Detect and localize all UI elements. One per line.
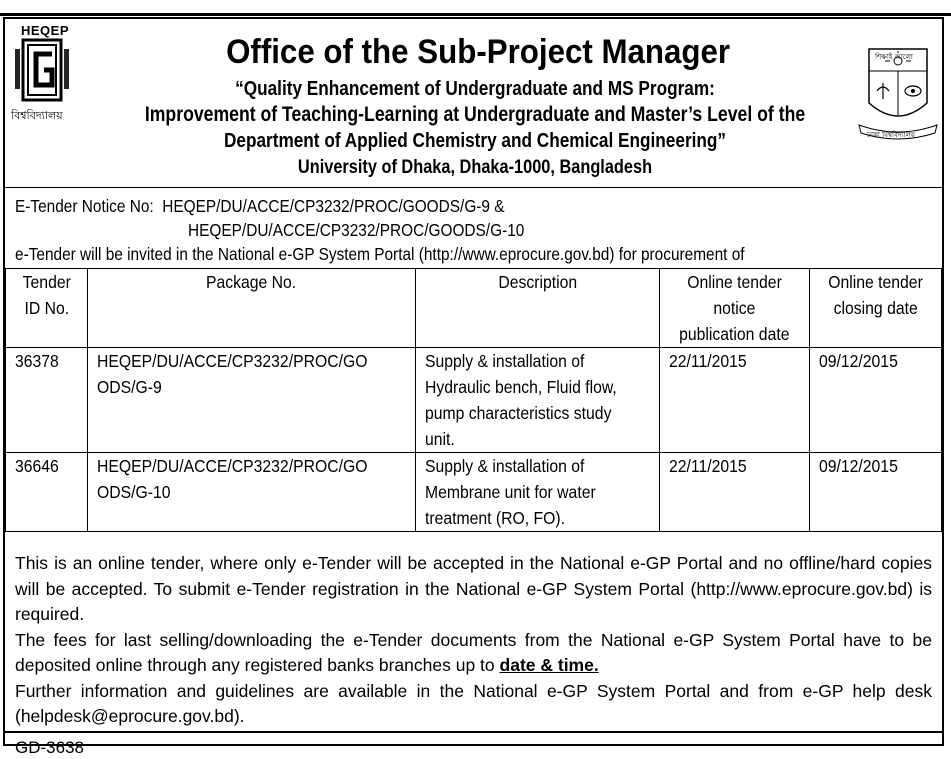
header-tender-id: Tender ID No. bbox=[6, 269, 88, 348]
seal-motto: শিক্ষাই আলো bbox=[875, 53, 913, 61]
cell-description: Supply & installation of Hydraulic bench, Fluid flow, pump characteristics study unit. bbox=[416, 348, 660, 453]
body-paragraph-helpdesk: Further information and guidelines are available in the National e-GP System Portal and from e-GP help desk (helpdesk@eprocure.gov.bd). bbox=[15, 680, 932, 726]
heqep-bengali-text: বিশ্ববিদ্যালয় bbox=[11, 109, 63, 122]
subtitle-improvement: Improvement of Teaching-Learning at Undergraduate and Master’s Level of the bbox=[144, 103, 806, 126]
footer-code: GD-3638 bbox=[15, 738, 84, 757]
cell-publication-date: 22/11/2015 bbox=[659, 453, 809, 532]
body-text bbox=[15, 551, 932, 730]
heqep-brand: HEQEP bbox=[21, 23, 70, 38]
fees-text: The fees for last selling/downloading the e-Tender documents from the National e-GP System Portal have to be deposited online through any registered banks branches up to bbox=[15, 629, 932, 675]
seal-name: ঢাকা বিশ্ববিদ্যালয় bbox=[867, 131, 916, 139]
notice-frame bbox=[3, 17, 944, 757]
cell-tender-id: 36378 bbox=[6, 348, 88, 453]
cell-tender-id: 36646 bbox=[6, 453, 88, 532]
page-title: Office of the Sub-Project Manager bbox=[226, 33, 731, 71]
header-package: Package No. bbox=[87, 269, 415, 348]
notice-invite-text: e-Tender will be invited in the National e-GP System Portal (http://www.eprocure.gov.bd) for procurement of bbox=[15, 244, 745, 264]
notice-number-line bbox=[15, 195, 505, 217]
notice-number-1: HEQEP/DU/ACCE/CP3232/PROC/GOODS/G-9 & bbox=[162, 196, 505, 216]
subtitle-department: Department of Applied Chemistry and Chemical Engineering” bbox=[223, 130, 727, 152]
cell-package: HEQEP/DU/ACCE/CP3232/PROC/GO ODS/G-9 bbox=[87, 348, 415, 453]
body-paragraph-fees bbox=[15, 628, 932, 679]
body-paragraph-online: This is an online tender, where only e-Tender will be accepted in the National e-GP Portal and no offline/hard copies will be accepted. To submit e-Tender registration in the National e-GP System Portal (http://www.eprocure.gov.bd) is required. bbox=[15, 553, 932, 624]
footer bbox=[5, 731, 942, 757]
cell-description: Supply & installation of Membrane unit for water treatment (RO, FO). bbox=[416, 453, 660, 532]
university-line: University of Dhaka, Dhaka-1000, Bangladesh bbox=[297, 157, 653, 178]
header-closing-date: Online tender closing date bbox=[809, 269, 941, 348]
table-row bbox=[6, 453, 942, 532]
top-border bbox=[0, 0, 951, 16]
header-description: Description bbox=[416, 269, 660, 348]
notice-number-2: HEQEP/DU/ACCE/CP3232/PROC/GOODS/G-10 bbox=[188, 220, 525, 240]
header bbox=[5, 19, 942, 188]
cell-publication-date: 22/11/2015 bbox=[659, 348, 809, 453]
cell-closing-date: 09/12/2015 bbox=[809, 453, 941, 532]
header-publication-date: Online tender notice publication date bbox=[659, 269, 809, 348]
notice-label: E-Tender Notice No: bbox=[15, 196, 154, 216]
subtitle-program: “Quality Enhancement of Undergraduate and MS Program: bbox=[235, 78, 715, 100]
university-seal bbox=[857, 43, 939, 143]
table-row bbox=[6, 348, 942, 453]
table-header-row bbox=[6, 269, 942, 348]
cell-closing-date: 09/12/2015 bbox=[809, 348, 941, 453]
tender-table bbox=[5, 268, 942, 532]
date-time-emphasis: date & time. bbox=[499, 655, 599, 675]
cell-package: HEQEP/DU/ACCE/CP3232/PROC/GO ODS/G-10 bbox=[87, 453, 415, 532]
